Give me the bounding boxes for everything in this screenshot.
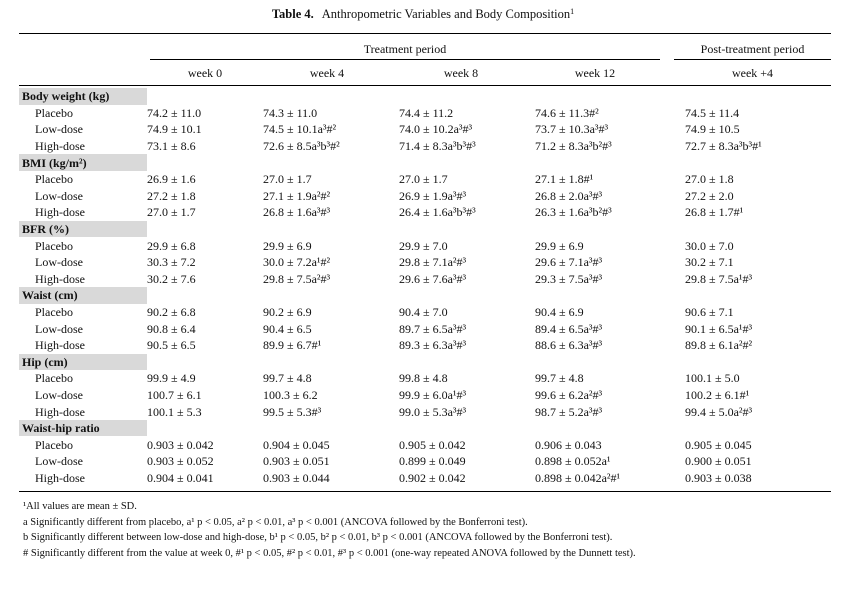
section-heading: Body weight (kg) [19,88,147,105]
table-cell: 74.2 ± 11.0 [147,105,202,120]
table-cell: 90.4 ± 7.0 [399,305,448,320]
footnote-mean-sd: ¹All values are mean ± SD. [23,501,137,512]
table-cell: 100.7 ± 6.1 [147,387,202,402]
table-row [19,403,831,420]
section-spacer [263,221,399,238]
table-cell: 0.898 ± 0.052a¹ [535,454,611,469]
table-row [19,337,831,354]
table-cell: 29.6 ± 7.1a³#³ [535,255,603,270]
table-cell: 30.3 ± 7.2 [147,255,196,270]
table-cell: 26.8 ± 2.0a³#³ [535,188,603,203]
table-cell: 27.0 ± 1.7 [263,172,312,187]
table-cell: 0.902 ± 0.042 [399,470,466,485]
table-cell: 72.7 ± 8.3a³b³#¹ [685,139,762,154]
table-row [19,370,831,387]
table-row [19,188,831,205]
section-row [19,221,831,238]
table-cell: 27.0 ± 1.7 [399,172,448,187]
table-cell: 29.8 ± 7.5a¹#³ [685,271,753,286]
group-label: High-dose [35,470,85,485]
section-spacer [263,354,399,371]
table-cell: 100.1 ± 5.0 [685,371,740,386]
table-cell: 71.2 ± 8.3a³b²#³ [535,139,612,154]
top-rule [19,33,831,34]
section-row [19,354,831,371]
section-spacer [535,154,685,171]
table-cell: 29.8 ± 7.1a²#³ [399,255,467,270]
group-label: Low-dose [35,387,83,402]
group-label: Placebo [35,437,73,452]
table-cell: 0.903 ± 0.038 [685,470,752,485]
section-spacer [399,354,535,371]
table-cell: 99.4 ± 5.0a²#³ [685,404,753,419]
group-header-post-treatment: Post-treatment period [700,42,805,56]
section-heading: Waist (cm) [19,287,147,304]
table-cell: 0.905 ± 0.045 [685,437,752,452]
table-cell: 89.8 ± 6.1a²#² [685,338,753,353]
title-footnote-marker: 1 [570,7,575,16]
table-cell: 26.3 ± 1.6a³b²#³ [535,205,612,220]
section-spacer [147,420,263,437]
group-label: High-dose [35,338,85,353]
section-spacer [685,287,831,304]
table-cell: 26.9 ± 1.9a³#³ [399,188,467,203]
table-cell: 100.3 ± 6.2 [263,387,318,402]
table-cell: 0.903 ± 0.044 [263,470,330,485]
table-cell: 29.9 ± 6.8 [147,238,196,253]
section-spacer [147,221,263,238]
table-row [19,237,831,254]
table-cell: 72.6 ± 8.5a³b³#² [263,139,340,154]
group-label: Placebo [35,172,73,187]
table-row [19,254,831,271]
table-cell: 0.906 ± 0.043 [535,437,602,452]
table-cell: 100.1 ± 5.3 [147,404,202,419]
section-spacer [399,154,535,171]
section-row [19,287,831,304]
section-spacer [685,354,831,371]
table-cell: 74.6 ± 11.3#² [535,105,599,120]
col-header-week8: week 8 [443,66,479,80]
table-caption: Anthropometric Variables and Body Composition [321,7,571,21]
table-cell: 98.7 ± 5.2a³#³ [535,404,603,419]
table-cell: 27.1 ± 1.9a²#² [263,188,331,203]
table-cell: 74.9 ± 10.1 [147,122,202,137]
section-spacer [535,221,685,238]
group-label: Placebo [35,105,73,120]
table-cell: 74.4 ± 11.2 [399,105,454,120]
table-cell: 27.0 ± 1.7 [147,205,196,220]
table-cell: 99.9 ± 4.9 [147,371,196,386]
table-cell: 0.899 ± 0.049 [399,454,466,469]
table-row [19,453,831,470]
table-cell: 73.1 ± 8.6 [147,139,196,154]
section-heading: BMI (kg/m²) [19,154,147,171]
header-rule [19,85,831,86]
table-cell: 90.8 ± 6.4 [147,321,196,336]
table-cell: 0.900 ± 0.051 [685,454,752,469]
table-cell: 29.9 ± 6.9 [535,238,584,253]
table-cell: 29.6 ± 7.6a³#³ [399,271,467,286]
table-row [19,121,831,138]
table-cell: 90.6 ± 7.1 [685,305,734,320]
table-cell: 90.1 ± 6.5a¹#³ [685,321,753,336]
table-cell: 89.7 ± 6.5a³#³ [399,321,467,336]
footnotes [23,499,636,561]
group-header-treatment: Treatment period [363,42,447,56]
table-cell: 29.8 ± 7.5a²#³ [263,271,331,286]
footnote-hash: # Significantly different from the value at week 0, #¹ p < 0.05, #² p < 0.01, #³ p < 0.001 (one-way repeated ANOVA followed by the Dunnett test). [23,547,636,559]
section-heading: Hip (cm) [19,354,147,371]
group-label: Low-dose [35,122,83,137]
table-cell: 30.2 ± 7.1 [685,255,734,270]
group-rule-treatment [150,59,660,60]
table-row [19,436,831,453]
table-cell: 88.6 ± 6.3a³#³ [535,338,603,353]
table-cell: 99.6 ± 6.2a²#³ [535,387,603,402]
section-row [19,154,831,171]
table-cell: 30.0 ± 7.2a¹#² [263,255,331,270]
table-cell: 74.0 ± 10.2a³#³ [399,122,473,137]
table-row [19,470,831,487]
bottom-rule [19,491,831,492]
group-label: Placebo [35,305,73,320]
table-row [19,320,831,337]
footnote-b: b Significantly different between low-dose and high-dose, b¹ p < 0.05, b² p < 0.01, b³ p < 0.001 (ANCOVA followed by the Bonferroni test). [23,532,613,543]
group-label: High-dose [35,139,85,154]
table-cell: 0.904 ± 0.045 [263,437,330,452]
table-cell: 99.8 ± 4.8 [399,371,448,386]
section-spacer [685,154,831,171]
table-cell: 0.898 ± 0.042a²#¹ [535,470,621,485]
col-header-week4: week 4 [309,66,345,80]
section-spacer [399,420,535,437]
table-cell: 100.2 ± 6.1#¹ [685,387,750,402]
section-spacer [685,221,831,238]
section-spacer [147,287,263,304]
section-spacer [399,221,535,238]
section-spacer [147,354,263,371]
group-label: High-dose [35,271,85,286]
table-cell: 29.3 ± 7.5a³#³ [535,271,603,286]
table-cell: 0.903 ± 0.052 [147,454,214,469]
table-cell: 71.4 ± 8.3a³b³#³ [399,139,476,154]
section-spacer [263,88,399,105]
table-cell: 89.9 ± 6.7#¹ [263,338,322,353]
col-header-week0: week 0 [187,66,223,80]
table-cell: 27.1 ± 1.8#¹ [535,172,594,187]
group-rule-post [674,59,831,60]
table-cell: 29.9 ± 7.0 [399,238,448,253]
table-cell: 99.9 ± 6.0a¹#³ [399,387,467,402]
table-cell: 74.5 ± 11.4 [685,105,740,120]
table-title [0,7,846,22]
section-spacer [147,154,263,171]
table-cell: 0.905 ± 0.042 [399,437,466,452]
section-spacer [147,88,263,105]
section-spacer [535,420,685,437]
table-cell: 27.0 ± 1.8 [685,172,734,187]
table-cell: 99.7 ± 4.8 [535,371,584,386]
col-header-week-plus4: week +4 [731,66,774,80]
section-row [19,420,831,437]
footnote-a: a Significantly different from placebo, a¹ p < 0.05, a² p < 0.01, a³ p < 0.001 (ANCOVA followed by the Bonferroni test). [23,516,528,528]
table-cell: 99.7 ± 4.8 [263,371,312,386]
section-spacer [399,88,535,105]
table-cell: 89.3 ± 6.3a³#³ [399,338,467,353]
table-cell: 26.9 ± 1.6 [147,172,196,187]
table-cell: 26.4 ± 1.6a³b³#³ [399,205,476,220]
table-row [19,138,831,155]
table-cell: 0.904 ± 0.041 [147,470,214,485]
table-cell: 74.9 ± 10.5 [685,122,740,137]
table-row [19,171,831,188]
table-cell: 30.0 ± 7.0 [685,238,734,253]
section-spacer [535,354,685,371]
table-cell: 0.903 ± 0.051 [263,454,330,469]
group-label: High-dose [35,404,85,419]
table-cell: 27.2 ± 1.8 [147,188,196,203]
group-label: Low-dose [35,454,83,469]
table-row [19,304,831,321]
table-cell: 26.8 ± 1.6a³#³ [263,205,331,220]
table-cell: 90.4 ± 6.5 [263,321,312,336]
group-label: Low-dose [35,255,83,270]
table-cell: 90.4 ± 6.9 [535,305,584,320]
section-spacer [535,287,685,304]
table-cell: 0.903 ± 0.042 [147,437,214,452]
table-cell: 74.3 ± 11.0 [263,105,318,120]
table-cell: 99.5 ± 5.3#³ [263,404,322,419]
table-cell: 30.2 ± 7.6 [147,271,196,286]
group-label: Low-dose [35,321,83,336]
section-heading: BFR (%) [19,221,147,238]
table-row [19,271,831,288]
section-spacer [685,88,831,105]
table-cell: 26.8 ± 1.7#¹ [685,205,744,220]
table-cell: 90.2 ± 6.8 [147,305,196,320]
section-spacer [535,88,685,105]
table-cell: 99.0 ± 5.3a³#³ [399,404,467,419]
section-spacer [399,287,535,304]
section-row [19,88,831,105]
table-cell: 74.5 ± 10.1a³#² [263,122,337,137]
table-number: Table 4. [271,7,314,21]
section-spacer [263,420,399,437]
table-row [19,105,831,122]
table-cell: 89.4 ± 6.5a³#³ [535,321,603,336]
table-cell: 90.5 ± 6.5 [147,338,196,353]
group-label: Placebo [35,238,73,253]
section-spacer [685,420,831,437]
data-table [19,88,831,486]
group-label: High-dose [35,205,85,220]
section-spacer [263,154,399,171]
section-heading: Waist-hip ratio [19,420,147,437]
table-cell: 73.7 ± 10.3a³#³ [535,122,609,137]
table-cell: 90.2 ± 6.9 [263,305,312,320]
group-label: Low-dose [35,188,83,203]
table-cell: 27.2 ± 2.0 [685,188,734,203]
table-row [19,387,831,404]
col-header-week12: week 12 [574,66,616,80]
table-row [19,204,831,221]
group-label: Placebo [35,371,73,386]
table-cell: 29.9 ± 6.9 [263,238,312,253]
section-spacer [263,287,399,304]
